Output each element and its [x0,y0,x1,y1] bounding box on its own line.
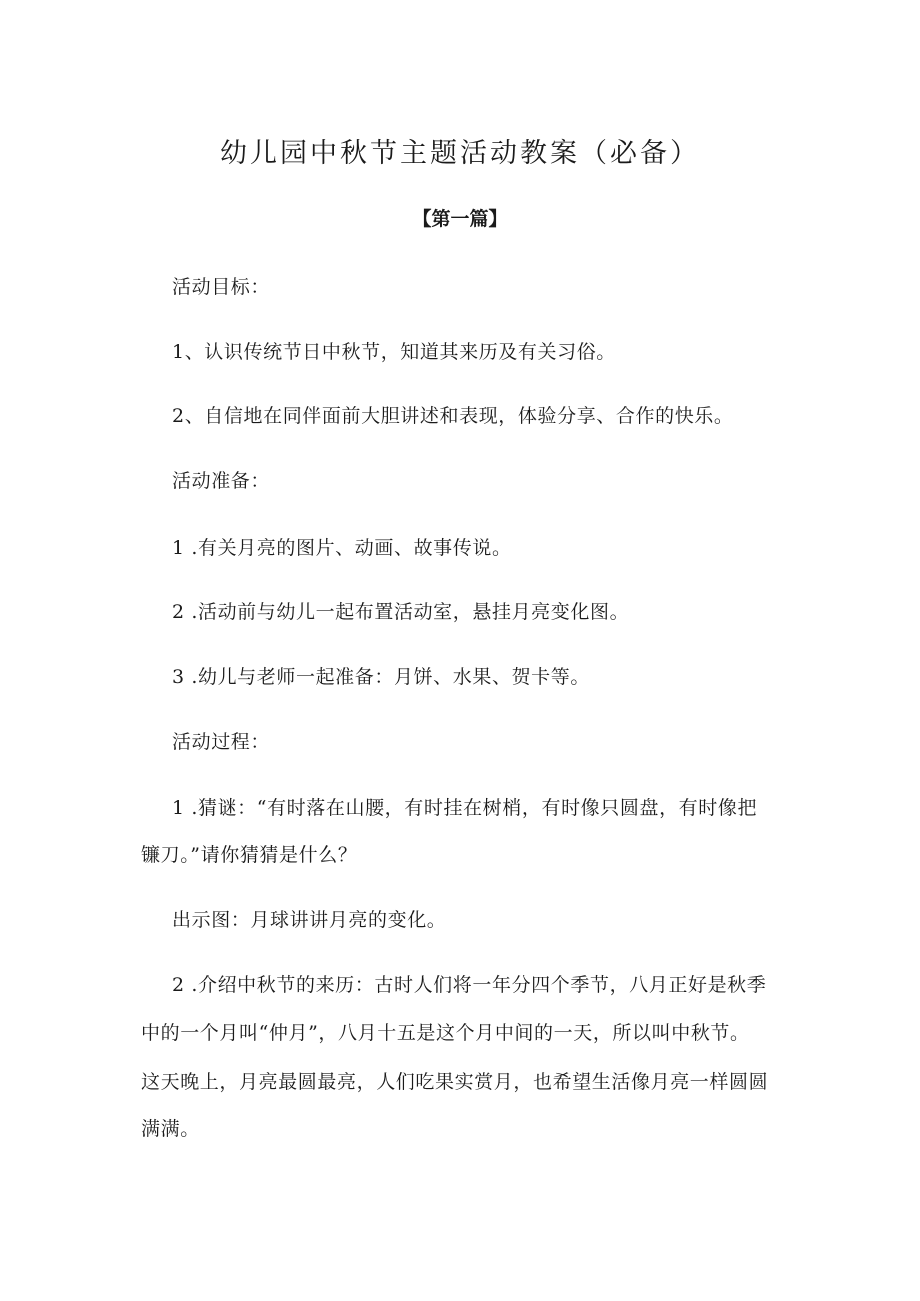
step1-line-1: 1 .猜谜：“有时落在山腰，有时挂在树梢，有时像只圆盘，有时像把 [172,797,758,819]
step1-line-2: 镰刀。”请你猜猜是什么？ [141,844,358,866]
prep-item-2: 2 .活动前与幼儿一起布置活动室，悬挂月亮变化图。 [172,601,630,623]
prep-label: 活动准备： [172,470,271,492]
prep-item-1: 1 .有关月亮的图片、动画、故事传说。 [172,537,512,559]
show-picture-line: 出示图：月球讲讲月亮的变化。 [172,909,447,931]
prep-item-3: 3 .幼儿与老师一起准备：月饼、水果、贺卡等。 [172,666,590,688]
goals-label: 活动目标： [172,276,271,298]
process-label: 活动过程： [172,731,271,753]
page-title: 幼儿园中秋节主题活动教案（必备） [220,138,700,169]
goal-item-1: 1、认识传统节日中秋节，知道其来历及有关习俗。 [172,341,616,363]
step2-line-1: 2 .介绍中秋节的来历：古时人们将一年分四个季节，八月正好是秋季 [172,974,767,996]
section-heading: 【第一篇】 [412,208,508,230]
goal-item-2: 2、自信地在同伴面前大胆讲述和表现，体验分享、合作的快乐。 [172,405,734,427]
step2-line-2: 中的一个月叫“仲月”，八月十五是这个月中间的一天，所以叫中秋节。 [141,1022,750,1044]
step2-line-4: 满满。 [141,1118,200,1140]
step2-line-3: 这天晚上，月亮最圆最亮，人们吃果实赏月，也希望生活像月亮一样圆圆 [141,1071,769,1093]
